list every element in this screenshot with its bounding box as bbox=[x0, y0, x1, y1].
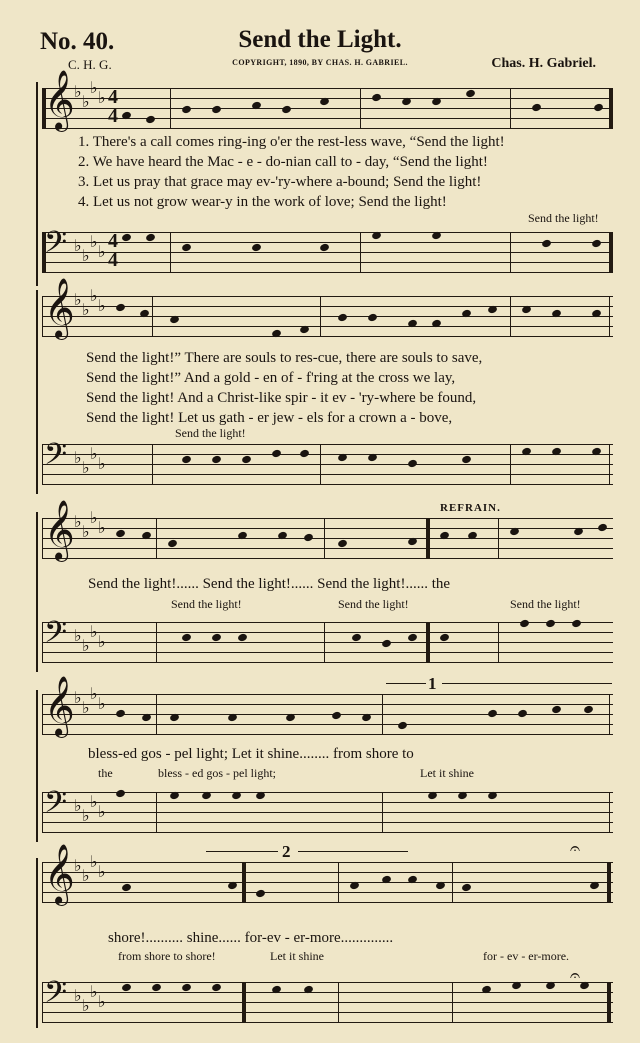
flat-icon: ♭ bbox=[82, 866, 90, 885]
flat-icon: ♭ bbox=[74, 986, 82, 1005]
note bbox=[319, 97, 330, 107]
note bbox=[181, 455, 192, 465]
note bbox=[361, 713, 372, 723]
treble-clef-icon: 𝄞 bbox=[44, 844, 75, 904]
second-ending-bracket bbox=[298, 851, 408, 852]
first-ending-number: 1 bbox=[428, 674, 437, 693]
bass-cue-text: for - ev - er-more. bbox=[483, 949, 570, 963]
note bbox=[381, 639, 392, 649]
flat-icon: ♭ bbox=[82, 458, 90, 477]
system-brace bbox=[36, 858, 38, 1028]
flat-icon: ♭ bbox=[90, 444, 98, 463]
fermata-icon: 𝄐 bbox=[570, 965, 581, 986]
bass-cue-text: Send the light! bbox=[171, 597, 242, 611]
note bbox=[407, 633, 418, 643]
note bbox=[431, 231, 442, 241]
note bbox=[541, 239, 552, 249]
note bbox=[115, 303, 126, 313]
flat-icon: ♭ bbox=[98, 518, 106, 537]
bass-clef-icon: 𝄢 bbox=[44, 786, 68, 827]
bass-cue-text: from shore to shore! bbox=[118, 949, 216, 963]
note bbox=[181, 105, 192, 115]
treble-clef-icon: 𝄞 bbox=[44, 70, 75, 130]
flat-icon: ♭ bbox=[82, 806, 90, 825]
note bbox=[457, 791, 468, 801]
second-ending-bracket bbox=[206, 851, 278, 852]
note bbox=[461, 455, 472, 465]
lyricist-initials: C. H. G. bbox=[68, 57, 112, 72]
note bbox=[573, 527, 584, 537]
note bbox=[545, 619, 556, 629]
flat-icon: ♭ bbox=[74, 290, 82, 309]
flat-icon: ♭ bbox=[82, 698, 90, 717]
flat-icon: ♭ bbox=[74, 688, 82, 707]
refrain-lyric: bless-ed gos - pel light; Let it shine........ from shore to bbox=[88, 746, 414, 762]
note bbox=[551, 705, 562, 715]
note bbox=[511, 981, 522, 991]
note bbox=[255, 791, 266, 801]
note bbox=[349, 881, 360, 891]
note bbox=[371, 93, 382, 103]
note bbox=[337, 539, 348, 549]
flat-icon: ♭ bbox=[82, 246, 90, 265]
note bbox=[169, 791, 180, 801]
note bbox=[167, 539, 178, 549]
bass-cue-text: the bbox=[98, 766, 113, 780]
refrain-lyric: Send the light!...... Send the light!...... Send the light!...... the bbox=[88, 576, 451, 592]
note bbox=[211, 105, 222, 115]
flat-icon: ♭ bbox=[74, 82, 82, 101]
system-brace bbox=[36, 290, 38, 494]
note bbox=[145, 115, 156, 125]
verse-line: Send the light!” There are souls to res-cue, there are souls to save, bbox=[86, 350, 483, 366]
note bbox=[181, 633, 192, 643]
note bbox=[121, 233, 132, 243]
note bbox=[337, 313, 348, 323]
note bbox=[145, 233, 156, 243]
treble-staff bbox=[42, 844, 613, 904]
verse-line: Send the light! Let us gath - er jew - els for a crown a - bove, bbox=[86, 410, 453, 426]
flat-icon: ♭ bbox=[98, 454, 106, 473]
hymn-title: Send the Light. bbox=[238, 26, 402, 53]
composer-name: Chas. H. Gabriel. bbox=[491, 56, 596, 71]
note bbox=[299, 449, 310, 459]
flat-icon: ♭ bbox=[98, 992, 106, 1011]
treble-clef-icon: 𝄞 bbox=[44, 676, 75, 736]
first-ending-bracket bbox=[386, 683, 426, 684]
note bbox=[521, 305, 532, 315]
note bbox=[151, 983, 162, 993]
note bbox=[211, 983, 222, 993]
note bbox=[571, 619, 582, 629]
note bbox=[351, 633, 362, 643]
note bbox=[115, 789, 126, 799]
bass-clef-icon: 𝄢 bbox=[44, 438, 68, 479]
note bbox=[367, 453, 378, 463]
bass-cue-text: Send the light! bbox=[175, 426, 246, 440]
system-brace bbox=[36, 512, 38, 672]
note bbox=[583, 705, 594, 715]
note bbox=[121, 883, 132, 893]
note bbox=[303, 533, 314, 543]
note bbox=[371, 231, 382, 241]
note bbox=[435, 881, 446, 891]
note bbox=[181, 983, 192, 993]
flat-icon: ♭ bbox=[82, 300, 90, 319]
flat-icon: ♭ bbox=[98, 802, 106, 821]
flat-icon: ♭ bbox=[90, 684, 98, 703]
bass-staff bbox=[42, 616, 613, 663]
note bbox=[251, 243, 262, 253]
bass-staff bbox=[42, 438, 613, 485]
note bbox=[579, 981, 590, 991]
note bbox=[487, 305, 498, 315]
note bbox=[431, 97, 442, 107]
note bbox=[319, 243, 330, 253]
second-ending-number: 2 bbox=[282, 842, 291, 861]
flat-icon: ♭ bbox=[98, 88, 106, 107]
note bbox=[121, 983, 132, 993]
note bbox=[593, 103, 604, 113]
verse-line: 2. We have heard the Mac - e - do-nian call to - day, “Send the light! bbox=[78, 154, 488, 170]
note bbox=[331, 711, 342, 721]
refrain-label: REFRAIN. bbox=[440, 502, 501, 514]
flat-icon: ♭ bbox=[90, 792, 98, 811]
bass-cue-text: Let it shine bbox=[270, 949, 324, 963]
flat-icon: ♭ bbox=[82, 522, 90, 541]
time-signature: 4 4 bbox=[108, 230, 118, 271]
flat-icon: ♭ bbox=[90, 622, 98, 641]
note bbox=[211, 455, 222, 465]
note bbox=[401, 97, 412, 107]
note bbox=[517, 709, 528, 719]
flat-icon: ♭ bbox=[82, 636, 90, 655]
bass-cue-text: Send the light! bbox=[338, 597, 409, 611]
flat-icon: ♭ bbox=[74, 448, 82, 467]
flat-icon: ♭ bbox=[82, 996, 90, 1015]
bass-staff bbox=[42, 786, 613, 833]
note bbox=[141, 713, 152, 723]
note bbox=[227, 881, 238, 891]
time-signature: 4 4 bbox=[108, 86, 118, 127]
note bbox=[461, 883, 472, 893]
note bbox=[241, 455, 252, 465]
note bbox=[519, 619, 530, 629]
bass-cue-text: Let it shine bbox=[420, 766, 474, 780]
treble-clef-icon: 𝄞 bbox=[44, 500, 75, 560]
note bbox=[589, 881, 600, 891]
flat-icon: ♭ bbox=[98, 242, 106, 261]
refrain-lyric: shore!.......... shine...... for-ev - er-more.............. bbox=[108, 930, 394, 946]
note bbox=[115, 529, 126, 539]
note bbox=[545, 981, 556, 991]
bass-clef-icon: 𝄢 bbox=[44, 226, 68, 267]
note bbox=[487, 791, 498, 801]
verse-line: 1. There's a call comes ring-ing o'er the rest-less wave, “Send the light! bbox=[78, 134, 505, 150]
flat-icon: ♭ bbox=[90, 852, 98, 871]
treble-clef-icon: 𝄞 bbox=[44, 278, 75, 338]
system-brace bbox=[36, 690, 38, 842]
note bbox=[509, 527, 520, 537]
note bbox=[169, 713, 180, 723]
note bbox=[427, 791, 438, 801]
note bbox=[237, 633, 248, 643]
note bbox=[591, 239, 602, 249]
flat-icon: ♭ bbox=[90, 286, 98, 305]
note bbox=[169, 315, 180, 325]
first-ending-bracket bbox=[442, 683, 612, 684]
note bbox=[211, 633, 222, 643]
note bbox=[115, 709, 126, 719]
bass-staff bbox=[42, 226, 613, 273]
flat-icon: ♭ bbox=[90, 232, 98, 251]
flat-icon: ♭ bbox=[74, 796, 82, 815]
flat-icon: ♭ bbox=[98, 862, 106, 881]
verse-line: 3. Let us pray that grace may ev-'ry-where a-bound; Send the light! bbox=[78, 174, 482, 190]
verse-line: Send the light! And a Christ-like spir - it ev - 'ry-where be found, bbox=[86, 390, 477, 406]
note bbox=[439, 633, 450, 643]
system-brace bbox=[36, 82, 38, 286]
hymn-number: No. 40. bbox=[40, 28, 115, 55]
copyright-notice: COPYRIGHT, 1890, BY CHAS. H. GABRIEL. bbox=[232, 58, 408, 67]
verse-line: 4. Let us not grow wear-y in the work of love; Send the light! bbox=[78, 194, 447, 210]
bass-cue-text: Send the light! bbox=[528, 211, 599, 225]
note bbox=[231, 791, 242, 801]
note bbox=[227, 713, 238, 723]
bass-staff bbox=[42, 976, 613, 1023]
flat-icon: ♭ bbox=[90, 78, 98, 97]
flat-icon: ♭ bbox=[98, 296, 106, 315]
note bbox=[281, 105, 292, 115]
note bbox=[337, 453, 348, 463]
note bbox=[255, 889, 266, 899]
flat-icon: ♭ bbox=[98, 632, 106, 651]
note bbox=[397, 721, 408, 731]
flat-icon: ♭ bbox=[90, 982, 98, 1001]
flat-icon: ♭ bbox=[82, 92, 90, 111]
bass-clef-icon: 𝄢 bbox=[44, 616, 68, 657]
bass-cue-text: Send the light! bbox=[510, 597, 581, 611]
flat-icon: ♭ bbox=[90, 508, 98, 527]
bass-clef-icon: 𝄢 bbox=[44, 976, 68, 1017]
note bbox=[201, 791, 212, 801]
note bbox=[597, 523, 608, 533]
note bbox=[465, 89, 476, 99]
flat-icon: ♭ bbox=[74, 236, 82, 255]
flat-icon: ♭ bbox=[74, 626, 82, 645]
treble-staff bbox=[42, 676, 613, 736]
note bbox=[285, 713, 296, 723]
note bbox=[487, 709, 498, 719]
note bbox=[531, 103, 542, 113]
flat-icon: ♭ bbox=[74, 856, 82, 875]
note bbox=[299, 325, 310, 335]
bass-cue-text: bless - ed gos - pel light; bbox=[158, 766, 276, 780]
fermata-icon: 𝄐 bbox=[570, 838, 581, 859]
note bbox=[181, 243, 192, 253]
note bbox=[367, 313, 378, 323]
flat-icon: ♭ bbox=[98, 694, 106, 713]
treble-staff bbox=[42, 278, 613, 338]
note bbox=[407, 537, 418, 547]
treble-staff bbox=[42, 70, 613, 130]
note bbox=[271, 449, 282, 459]
verse-line: Send the light!” And a gold - en of - f'ring at the cross we lay, bbox=[86, 370, 456, 386]
flat-icon: ♭ bbox=[74, 512, 82, 531]
note bbox=[407, 459, 418, 469]
